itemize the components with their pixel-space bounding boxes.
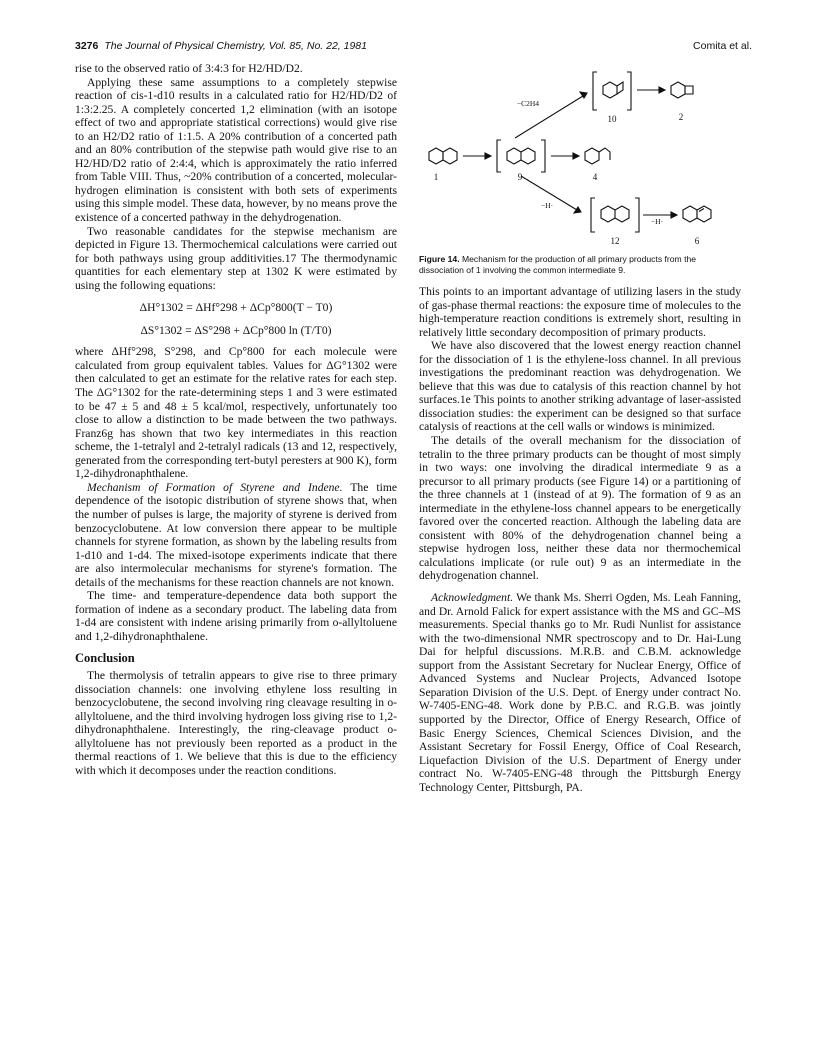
label-compound-12: 12 [610, 236, 620, 246]
running-header [75, 40, 367, 52]
right-column [419, 62, 741, 794]
structure-dihydronaphthalene [683, 206, 711, 222]
section-heading-conclusion: Conclusion [75, 651, 135, 666]
paragraph: Two reasonable candidates for the stepwise mechanism are depicted in Figure 13. Thermochemical calculations were carried out for both pathways using group additivities.17 The thermodynamic quantities for each elementary step at 1302 K were estimated by using the following equations: [75, 224, 397, 292]
running-authors: Comita et al. [693, 40, 752, 52]
figure-caption [419, 254, 741, 275]
paragraph-run-in-title: Mechanism of Formation of Styrene and Indene. [87, 480, 343, 494]
page-number: 3276 [75, 40, 99, 52]
acknowledgment-body: We thank Ms. Sherri Ogden, Ms. Leah Fanning, and Dr. Arnold Falick for expert assistance with the MS and GC–MS measurements. Special thanks go to Mr. Rudi Nunlist for assistance with the two-dimensional NMR spectroscopy and to Dr. Hai-Lung Dai for helpful discussions. M.R.B. and C.B.M. acknowledge support from the Assistant Secretary for Nuclear Energy, Office of Advanced Systems and Nuclear Projects, Advanced Isotope Separation Division of the U.S. Dept. of Energy under contract No. W-7405-ENG-48. Work done by P.B.C. and R.G.B. was jointly supported by the Director, Office of Energy Research, Office of Basic Energy Sciences, Chemical Sciences Division, and the Assistant Secretary for Fossil Energy, Office of Coal Research, Liquefaction Division of the U.S. Department of Energy under contract No. W-7405-ENG-48 through the Pittsburgh Energy Technology Center, Pittsburgh, PA. [419, 591, 741, 794]
equation-enthalpy: ΔH°1302 = ΔHf°298 + ΔCp°800(T − T0) [139, 301, 333, 315]
structure-intermediate-12 [591, 198, 639, 232]
equation-entropy: ΔS°1302 = ΔS°298 + ΔCp°800 ln (T/T0) [140, 323, 332, 337]
arrow-label-h-loss-1: −H· [540, 201, 554, 210]
structure-intermediate-9 [497, 140, 545, 172]
acknowledgment-title: Acknowledgment. [431, 591, 514, 605]
paragraph: The thermolysis of tetralin appears to give rise to three primary dissociation channels: one involving ethylene loss resulting in benzocyclobutene, the second involving ring cleavage resulting in o-allyltoluene, and the third involving hydrogen loss giving rise to 1,2-dihydronaphthalene. Interestingly, the ring-cleavage product o-allyltoluene has not previously been reported as a product in the thermal reactions of 1. We believe that this is due to the efficiency with which it decomposes under the reaction conditions. [75, 668, 397, 777]
structure-intermediate-10 [593, 72, 631, 110]
paragraph: The time- and temperature-dependence data both support the formation of indene as a secondary product. The labeling data from 1-d4 are consistent with indene arising primarily from o-allyltoluene and 1,2-dihydronaphthalene. [75, 589, 397, 643]
left-column [75, 62, 397, 777]
label-compound-1: 1 [433, 172, 439, 182]
paragraph: rise to the observed ratio of 3:4:3 for H2/HD/D2. [75, 62, 303, 75]
paragraph: We have also discovered that the lowest energy reaction channel for the dissociation of 1 is the ethylene-loss channel. In all previous investigations the predominant reaction was dehydrogenation. We believe that this was due to catalysis of this reaction channel by hot surfaces.1e This points to another striking advantage of laser-assisted dissociation studies: the experiment can be designed so that surface catalysis of reactions at the cell walls or windows is minimized. [419, 339, 741, 434]
arrow-label-ethylene-loss: −C2H4 [516, 99, 539, 108]
label-compound-10: 10 [607, 114, 617, 124]
label-compound-4: 4 [592, 172, 598, 182]
structure-benzocyclobutene [671, 82, 693, 98]
structure-tetralin [429, 148, 457, 164]
paragraph: Applying these same assumptions to a completely stepwise reaction of cis-1-d10 results in a calculated ratio for H2/HD/D2 of 1:3:2.25. A completely concerted 1,2 elimination (with an isotope effect of two and appropriate statistical corrections) would give rise to an H2/D2 ratio of 1:1.5. A 20% contribution of a concerted path and an 80% contribution of the stepwise path would give rise to an H2/HD/D2 ratio of 2:4:4, which is approximately the ratio inferred from Table VIII. Thus, ~20% contribution of a concerted, molecular-hydrogen elimination is consistent with both sets of experiments using this simple model. These data, however, by no means prove the existence of a concerted pathway in the dehydrogenation. [75, 75, 397, 225]
label-compound-6: 6 [694, 236, 700, 246]
mechanism-figure [419, 62, 741, 252]
label-compound-9: 9 [517, 172, 523, 182]
paragraph-acknowledgment [419, 591, 741, 794]
label-compound-2: 2 [678, 112, 684, 122]
paragraph [75, 481, 397, 589]
journal-title: The Journal of Physical Chemistry, Vol. 85, No. 22, 1981 [104, 40, 367, 52]
paragraph: This points to an important advantage of utilizing lasers in the study of gas-phase thermal reactions: the exposure time of molecules to the high-temperature reaction conditions is extremely short, resulting in relatively little secondary decomposition of primary products. [419, 285, 741, 339]
paragraph: The details of the overall mechanism for the dissociation of tetralin to the three primary products can be thought of most simply in two ways: one involving the diradical intermediate 9 as a precursor to all primary products (see Figure 14) or a partitioning of the three channels at 1 (instead of at 9). The formation of 9 as an intermediate in the ethylene-loss channel appears to be energetically favored over the concerted reaction. Although the labeling data are consistent with 80% of the dehydrogenation channel being a stepwise hydrogen loss, neither these data nor thermochemical calculations implicate (or rule out) 9 as an intermediate in the dehydrogenation channel. [419, 434, 741, 583]
figure-caption-label: Figure 14. [419, 254, 460, 264]
paragraph-body: The time dependence of the isotopic distribution of styrene shows that, when the number of pulses is large, the majority of styrene is derived from benzocyclobutene. At low conversion there appear to be multiple channels for styrene formation, as shown by the labeling results from 1-d10 and 1-d4. The mixed-isotope experiments indicate that there are also intermolecular mechanisms for styrene's formation. The details of the mechanisms for these reaction channels are not known. [75, 480, 397, 589]
arrow-label-h-loss-2: −H· [650, 217, 664, 226]
figure-caption-text: Mechanism for the production of all primary products from the dissociation of 1 involving the common intermediate 9. [419, 254, 697, 275]
paragraph: where ΔHf°298, S°298, and Cp°800 for each molecule were calculated from group equivalent tables. Values for ΔG°1302 were then calculated to get an estimate for the relative rates for each step. The ΔG°1302 for the rate-determining steps 1 and 3 were estimated to be 47 ± 5 and 48 ± 5 kcal/mol, respectively, unfortunately too close to allow a distinction to be made between the two pathways. Franz6g has shown that two key intermediates in this reaction scheme, the 1-tetralyl and 2-tetralyl radicals (13 and 12, respectively, generated from the corresponding tert-butyl peresters at 900 K), form 1,2-dihydronaphthalene. [75, 345, 397, 481]
structure-o-allyltoluene [585, 148, 610, 164]
